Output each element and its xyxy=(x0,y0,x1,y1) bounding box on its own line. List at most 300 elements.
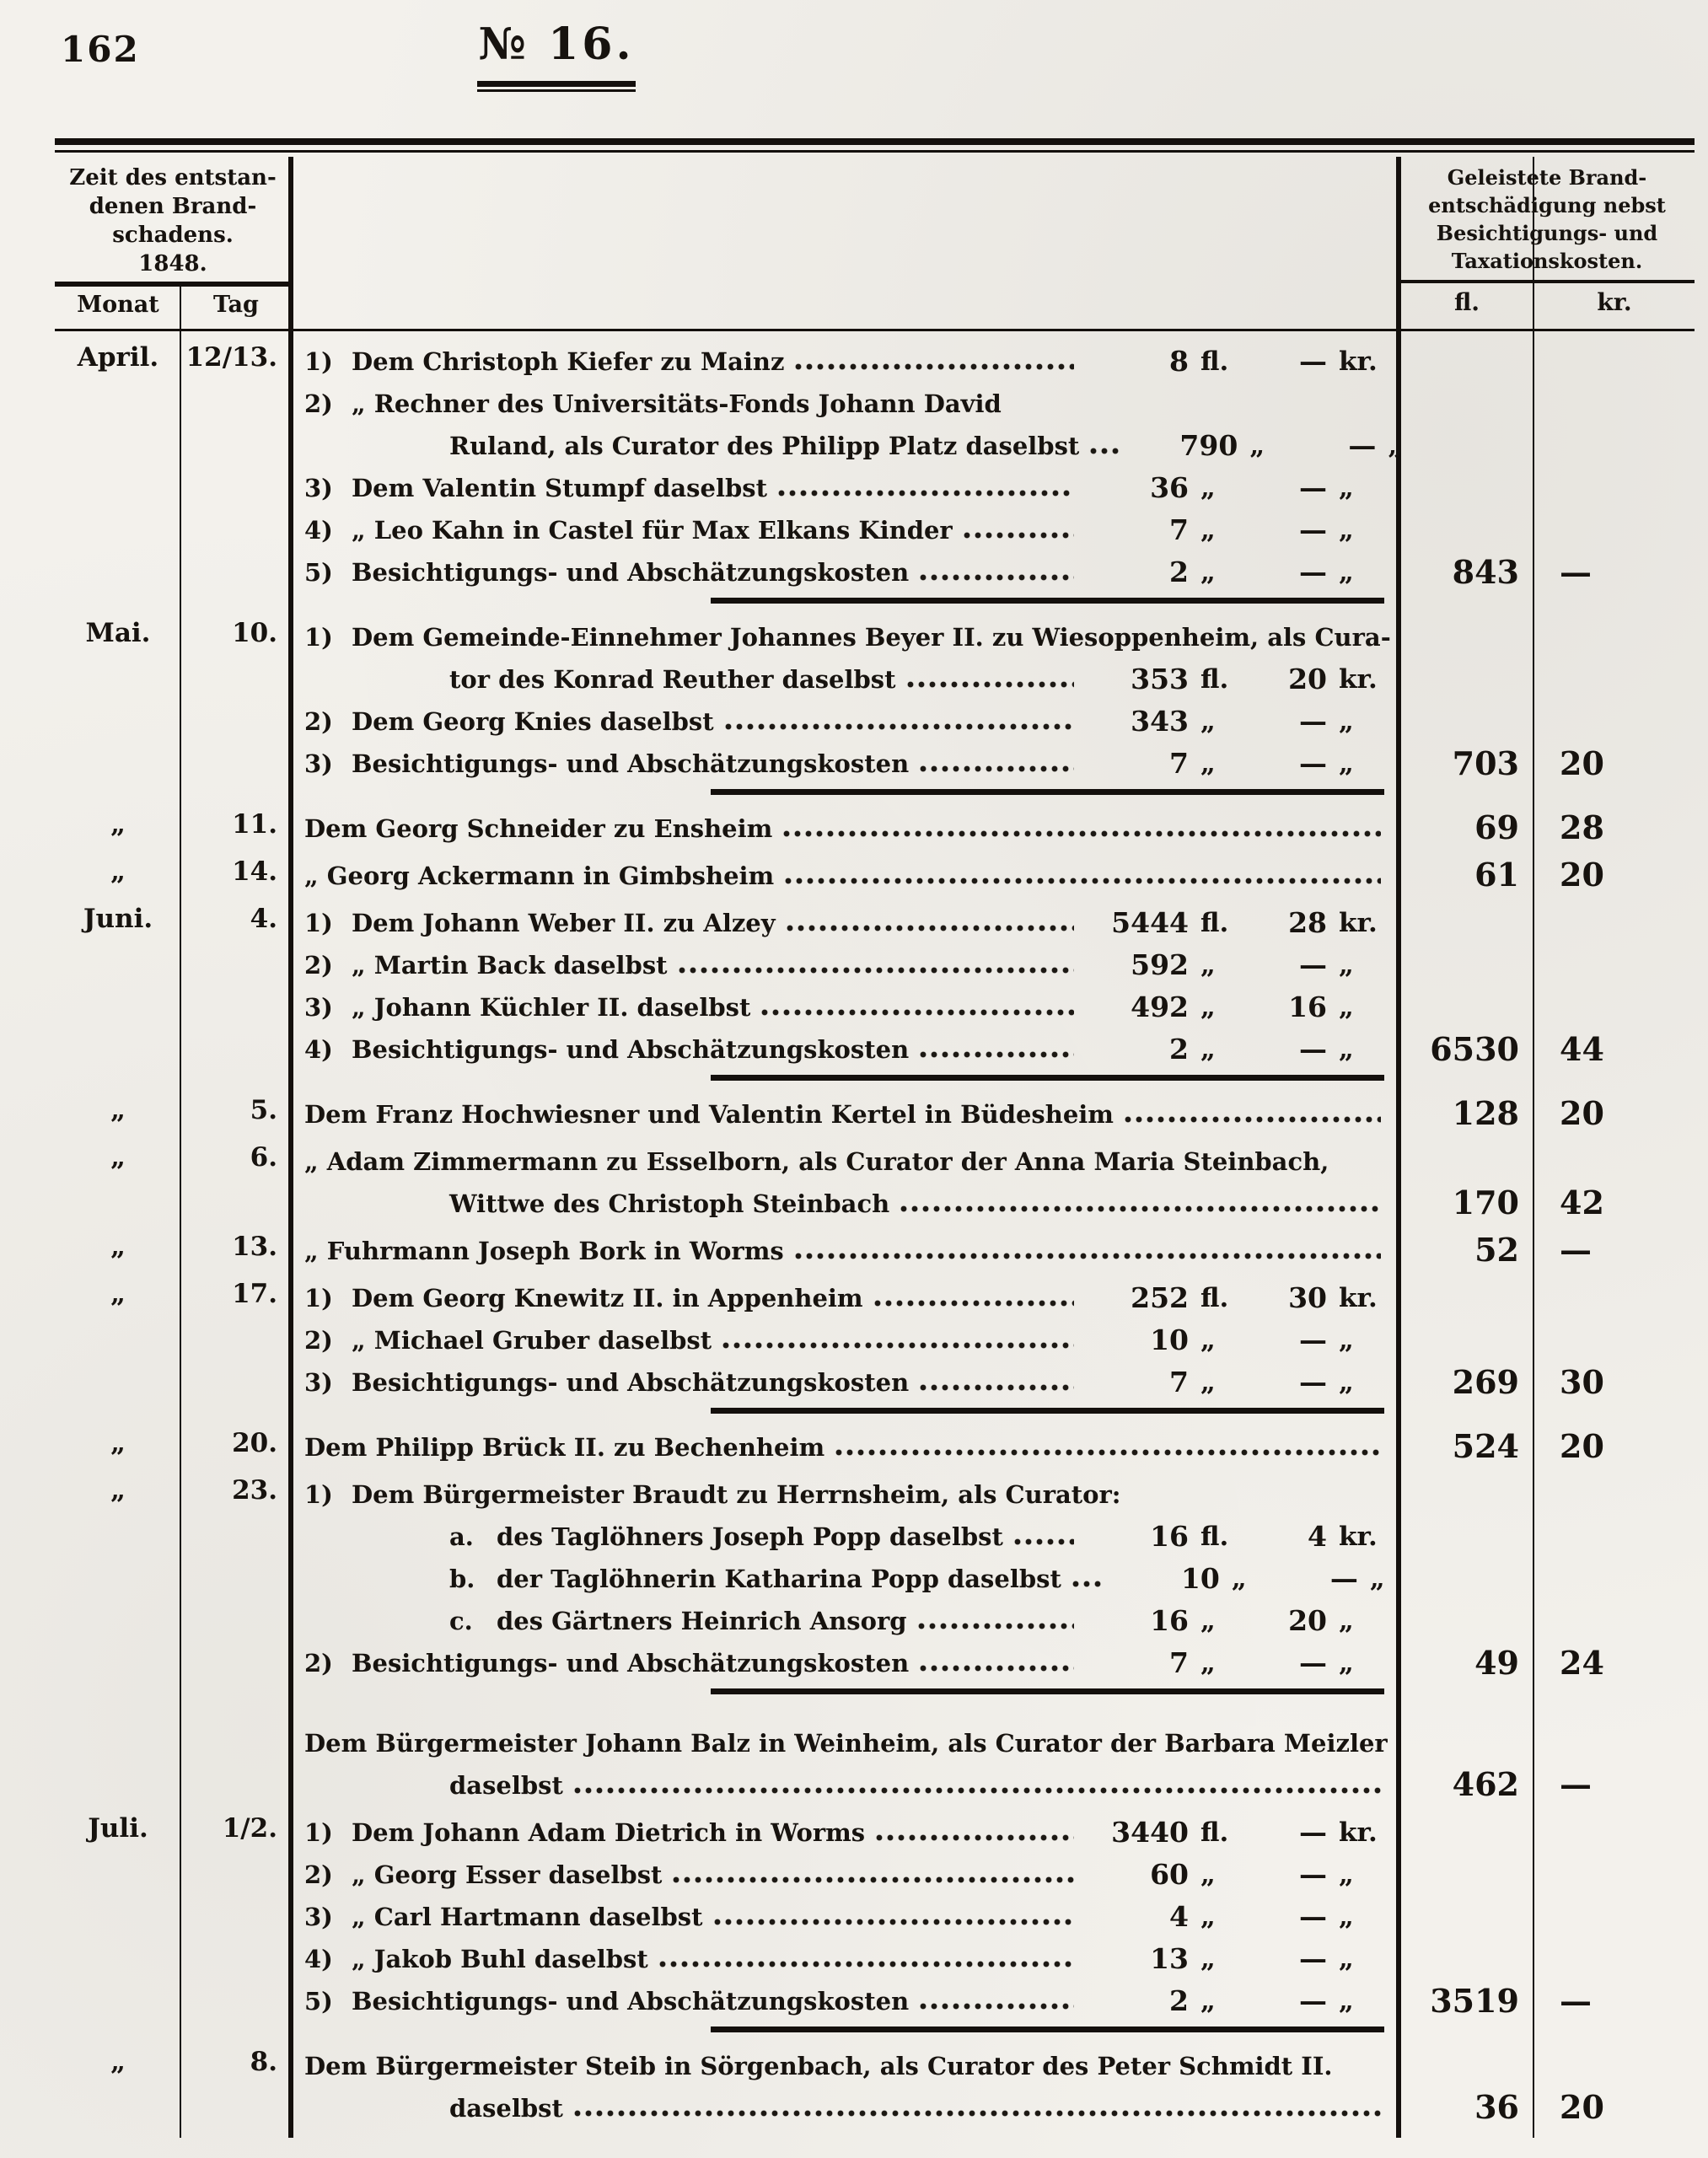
entry-line-number: 4) xyxy=(304,1035,333,1064)
entry-total-fl xyxy=(1399,808,1534,850)
entry-description xyxy=(291,1277,1399,1421)
entry-row xyxy=(55,341,1695,611)
entry-line xyxy=(304,1474,1391,1516)
line-gulden-unit: „ xyxy=(1200,1944,1216,1974)
line-amount-gulden: 8 xyxy=(1169,345,1189,378)
line-kreuzer-unit: kr. xyxy=(1339,664,1378,695)
dotted-leader xyxy=(722,1339,1074,1351)
entry-line-number: 5) xyxy=(304,1987,333,2016)
block-sum-rule xyxy=(711,789,1384,795)
entry-total-fl-value: 3519 xyxy=(1430,1982,1519,2020)
entry-total-fl-value: 170 xyxy=(1452,1184,1519,1221)
entry-total-fl xyxy=(1399,616,1534,803)
dotted-leader xyxy=(658,1958,1074,1970)
line-amount-kreuzer: — xyxy=(1299,513,1327,546)
dotted-leader xyxy=(760,1007,1074,1018)
line-gulden-unit: fl. xyxy=(1200,908,1229,938)
line-amount-kreuzer: — xyxy=(1299,1942,1327,1975)
entry-line-number: 2) xyxy=(304,389,333,418)
dotted-leader xyxy=(573,2107,1381,2119)
entry-line-number: 4) xyxy=(304,1945,333,1973)
entry-total-kr-value: — xyxy=(1560,1231,1592,1269)
entry-line-number: 3) xyxy=(304,1903,333,1931)
entry-line-number: 3) xyxy=(304,1368,333,1397)
line-gulden-unit: „ xyxy=(1200,473,1216,503)
entry-total-fl xyxy=(1399,855,1534,897)
line-kreuzer-unit: „ xyxy=(1339,992,1354,1023)
line-amount-kreuzer: — xyxy=(1299,1984,1327,2017)
line-kreuzer-unit: „ xyxy=(1339,515,1354,545)
entry-line-text: Dem Christoph Kiefer zu Mainz xyxy=(352,347,785,376)
entry-total-fl xyxy=(1399,1093,1534,1135)
line-amount-gulden: 2 xyxy=(1169,1033,1189,1066)
dotted-leader xyxy=(713,1916,1074,1928)
dotted-leader xyxy=(919,1049,1074,1060)
entry-line-text: Besichtigungs- und Abschätzungskosten xyxy=(352,1987,910,2016)
table-top-rule-thick xyxy=(55,138,1695,145)
entry-line-text: des Taglöhners Joseph Popp daselbst xyxy=(497,1522,1003,1551)
entry-description xyxy=(291,902,1399,1088)
line-amount-kreuzer: — xyxy=(1299,471,1327,504)
entry-total-kr xyxy=(1534,2045,1695,2129)
entry-total-fl xyxy=(1399,1474,1534,1702)
entry-total-fl-value: 843 xyxy=(1452,553,1519,591)
line-gulden-unit: „ xyxy=(1200,1325,1216,1355)
entry-line xyxy=(304,902,1391,944)
header-left-line: schadens. xyxy=(112,223,234,248)
line-gulden-unit: „ xyxy=(1200,950,1216,980)
entry-total-fl-value: 49 xyxy=(1474,1644,1519,1682)
dotted-leader xyxy=(919,1662,1074,1674)
entry-line-text: Dem Johann Adam Dietrich in Worms xyxy=(352,1818,866,1847)
entry-line-number: 5) xyxy=(304,558,333,587)
line-gulden-unit: „ xyxy=(1200,749,1216,779)
dotted-leader xyxy=(919,572,1074,583)
entry-line-text: Dem Johann Weber II. zu Alzey xyxy=(352,909,776,937)
dotted-leader xyxy=(900,1203,1381,1215)
entry-line xyxy=(304,1980,1391,2022)
entry-line-text: „ Georg Esser daselbst xyxy=(352,1860,663,1889)
entry-description xyxy=(291,855,1399,897)
header-right-line: Geleistete Brand- xyxy=(1447,165,1647,190)
line-amount-kreuzer: — xyxy=(1348,429,1377,462)
line-amount-kreuzer: 20 xyxy=(1288,663,1327,695)
entry-row xyxy=(55,1812,1695,2040)
header-right-rule xyxy=(1399,280,1695,283)
line-amount-kreuzer: — xyxy=(1299,747,1327,780)
entry-total-fl xyxy=(1399,1141,1534,1225)
line-kreuzer-unit: „ xyxy=(1339,1986,1354,2016)
header-left-rule xyxy=(55,282,291,287)
line-amount-kreuzer: — xyxy=(1299,1323,1327,1356)
line-kreuzer-unit: „ xyxy=(1339,1902,1354,1932)
entry-line-text: Dem Georg Knies daselbst xyxy=(352,707,714,736)
entry-month: „ xyxy=(110,1428,126,1458)
header-bottom-rule xyxy=(55,329,1695,331)
entry-description xyxy=(291,1812,1399,2040)
entry-total-fl-value: 61 xyxy=(1474,856,1519,894)
dotted-leader xyxy=(794,361,1074,373)
entry-line xyxy=(304,509,1391,551)
entry-line xyxy=(304,1319,1391,1361)
entry-line xyxy=(304,1938,1391,1980)
line-amount-gulden: 10 xyxy=(1180,1562,1220,1595)
entry-total-fl xyxy=(1399,1277,1534,1421)
entry-total-fl-value: 52 xyxy=(1474,1231,1519,1269)
line-kreuzer-unit: „ xyxy=(1339,1944,1354,1974)
entry-day: 13. xyxy=(232,1232,277,1262)
entry-total-kr-value: 20 xyxy=(1560,856,1604,894)
entry-total-kr xyxy=(1534,855,1695,897)
dotted-leader xyxy=(873,1297,1074,1309)
entry-total-fl xyxy=(1399,902,1534,1088)
line-amount-gulden: 13 xyxy=(1150,1942,1189,1975)
entry-row xyxy=(55,616,1695,803)
entry-line xyxy=(304,1028,1391,1071)
entry-line xyxy=(304,551,1391,593)
dotted-leader xyxy=(919,1382,1074,1393)
entry-line xyxy=(304,1277,1391,1319)
header-fl-label: fl. xyxy=(1453,288,1480,316)
entry-row xyxy=(55,902,1695,1088)
entry-line-number: 3) xyxy=(304,993,333,1022)
entry-row xyxy=(55,1426,1695,1468)
line-kreuzer-unit: „ xyxy=(1339,1606,1354,1636)
line-gulden-unit: fl. xyxy=(1200,1522,1229,1552)
dotted-leader xyxy=(794,1250,1381,1262)
entry-total-kr xyxy=(1534,1474,1695,1702)
entry-row xyxy=(55,1722,1695,1806)
entry-line-number: 1) xyxy=(304,347,333,376)
line-amount-gulden: 7 xyxy=(1169,1646,1189,1679)
entry-line-text: Besichtigungs- und Abschätzungskosten xyxy=(352,1368,910,1397)
entry-day: 4. xyxy=(250,904,277,934)
entry-line-text: „ Fuhrmann Joseph Bork in Worms xyxy=(304,1237,784,1265)
entry-total-kr xyxy=(1534,1141,1695,1225)
entry-line xyxy=(449,1558,1391,1600)
entry-day: 1/2. xyxy=(222,1813,277,1844)
line-kreuzer-unit: „ xyxy=(1339,1325,1354,1355)
line-kreuzer-unit: „ xyxy=(1339,1648,1354,1678)
entry-row xyxy=(55,808,1695,850)
block-sum-rule xyxy=(711,1688,1384,1694)
entry-total-fl-value: 524 xyxy=(1452,1427,1519,1465)
entry-line-text: „ Rechner des Universitäts-Fonds Johann David xyxy=(352,389,1002,418)
entry-description xyxy=(291,1141,1399,1225)
dotted-leader xyxy=(724,721,1074,733)
dotted-leader xyxy=(678,964,1074,976)
entry-total-kr-value: — xyxy=(1560,1982,1592,2020)
entry-total-fl xyxy=(1399,341,1534,611)
line-amount-gulden: 16 xyxy=(1150,1604,1189,1637)
entry-line-number: 3) xyxy=(304,749,333,778)
line-kreuzer-unit: kr. xyxy=(1339,1522,1378,1552)
entry-line-text: Dem Franz Hochwiesner und Valentin Kertel in Büdesheim xyxy=(304,1100,1114,1129)
header-left-line: denen Brand- xyxy=(89,194,257,219)
entry-row xyxy=(55,1093,1695,1135)
line-gulden-unit: „ xyxy=(1231,1564,1247,1594)
line-gulden-unit: „ xyxy=(1200,992,1216,1023)
entry-description xyxy=(291,1230,1399,1272)
dotted-leader xyxy=(963,529,1074,541)
line-gulden-unit: fl. xyxy=(1200,1283,1229,1313)
entry-line-text: „ Johann Küchler II. daselbst xyxy=(352,993,751,1022)
entry-row xyxy=(55,1277,1695,1421)
line-amount-gulden: 353 xyxy=(1131,663,1189,695)
entry-total-fl xyxy=(1399,1722,1534,1806)
entry-line-number: 2) xyxy=(304,951,333,980)
entry-line xyxy=(449,1183,1391,1225)
dotted-leader xyxy=(1072,1578,1105,1590)
dotted-leader xyxy=(835,1447,1381,1458)
header-right-title xyxy=(1399,164,1695,275)
entry-total-fl-value: 6530 xyxy=(1430,1030,1519,1068)
entry-line-number: 2) xyxy=(304,1860,333,1889)
line-amount-kreuzer: 28 xyxy=(1288,906,1327,939)
line-amount-gulden: 3440 xyxy=(1111,1816,1189,1849)
dotted-leader xyxy=(1089,445,1123,457)
entry-line-text: Besichtigungs- und Abschätzungskosten xyxy=(352,749,910,778)
dotted-leader xyxy=(906,679,1074,690)
entry-day: 8. xyxy=(250,2047,277,2077)
line-amount-gulden: 7 xyxy=(1169,1366,1189,1398)
line-gulden-unit: fl. xyxy=(1200,1817,1229,1848)
entry-line-text: Dem Philipp Brück II. zu Bechenheim xyxy=(304,1433,825,1462)
entry-line-text: daselbst xyxy=(449,2094,563,2123)
entry-line xyxy=(304,1812,1391,1854)
entry-day: 23. xyxy=(232,1475,277,1506)
entry-line xyxy=(304,1230,1391,1272)
entry-day: 20. xyxy=(232,1428,277,1458)
entry-line xyxy=(304,1141,1391,1183)
entry-line-number: 3) xyxy=(304,474,333,502)
entry-line xyxy=(304,2045,1391,2087)
entry-line-text: Ruland, als Curator des Philipp Platz daselbst xyxy=(449,432,1080,460)
entry-line xyxy=(449,1600,1391,1642)
dotted-leader xyxy=(1013,1536,1074,1548)
entry-total-kr-value: 20 xyxy=(1560,1427,1604,1465)
entry-line xyxy=(449,1764,1391,1806)
entry-line xyxy=(304,616,1391,658)
line-gulden-unit: „ xyxy=(1200,1606,1216,1636)
entry-line-number: c. xyxy=(449,1607,473,1635)
entry-month: „ xyxy=(110,1279,126,1309)
entry-total-kr-value: 20 xyxy=(1560,2088,1604,2126)
line-gulden-unit: „ xyxy=(1200,1986,1216,2016)
entry-line-text: Dem Bürgermeister Steib in Sörgenbach, als Curator des Peter Schmidt II. xyxy=(304,2052,1333,2080)
entry-line xyxy=(304,1093,1391,1135)
dotted-leader xyxy=(573,1785,1381,1796)
entry-month: „ xyxy=(110,809,126,840)
entry-total-fl-value: 69 xyxy=(1474,808,1519,846)
entry-line-text: „ Michael Gruber daselbst xyxy=(352,1326,712,1355)
entry-line xyxy=(304,341,1391,383)
block-sum-rule xyxy=(711,2026,1384,2032)
header-left-title xyxy=(55,164,291,278)
line-kreuzer-unit: „ xyxy=(1339,706,1354,737)
entry-row xyxy=(55,1141,1695,1225)
header-right-line: Taxationskosten. xyxy=(1451,249,1643,273)
entry-day: 12/13. xyxy=(185,342,277,373)
entry-row xyxy=(55,1474,1695,1702)
entry-month: „ xyxy=(110,856,126,887)
line-amount-gulden: 4 xyxy=(1169,1900,1189,1933)
entry-row xyxy=(55,1230,1695,1272)
dotted-leader xyxy=(919,2000,1074,2012)
entry-line-text: Dem Bürgermeister Johann Balz in Weinheim, als Curator der Barbara Meizler xyxy=(304,1729,1388,1758)
line-amount-kreuzer: 20 xyxy=(1288,1604,1327,1637)
header-left-line: 1848. xyxy=(138,251,207,276)
entry-line-number: a. xyxy=(449,1522,474,1551)
entry-total-fl xyxy=(1399,1812,1534,2040)
entry-row xyxy=(55,855,1695,897)
entry-line xyxy=(304,467,1391,509)
entry-description xyxy=(291,616,1399,803)
entry-day: 17. xyxy=(232,1279,277,1309)
entry-total-fl-value: 703 xyxy=(1452,744,1519,782)
line-amount-gulden: 252 xyxy=(1131,1281,1189,1314)
entry-month: „ xyxy=(110,2047,126,2077)
entry-line xyxy=(304,1896,1391,1938)
entry-total-kr xyxy=(1534,1812,1695,2040)
entry-day: 5. xyxy=(250,1095,277,1125)
entry-total-kr-value: 28 xyxy=(1560,808,1604,846)
entry-total-fl xyxy=(1399,1230,1534,1272)
header-right-line: entschädigung nebst xyxy=(1428,193,1666,217)
entry-total-kr-value: 42 xyxy=(1560,1184,1604,1221)
entry-total-kr-value: — xyxy=(1560,553,1592,591)
line-kreuzer-unit: „ xyxy=(1339,749,1354,779)
entry-line xyxy=(304,1722,1391,1764)
entry-line-number: 2) xyxy=(304,707,333,736)
line-amount-kreuzer: 16 xyxy=(1288,990,1327,1023)
line-kreuzer-unit: „ xyxy=(1339,1034,1354,1065)
line-gulden-unit: fl. xyxy=(1200,664,1229,695)
line-kreuzer-unit: „ xyxy=(1388,431,1404,461)
entry-line-text: Dem Georg Schneider zu Ensheim xyxy=(304,814,773,843)
entry-line-text: Besichtigungs- und Abschätzungskosten xyxy=(352,1035,910,1064)
entry-line-number: 1) xyxy=(304,909,333,937)
line-amount-kreuzer: — xyxy=(1299,1900,1327,1933)
header-right-line: Besichtigungs- und xyxy=(1436,221,1658,245)
entry-day xyxy=(181,1722,291,1806)
entry-line-text: Wittwe des Christoph Steinbach xyxy=(449,1189,890,1218)
line-amount-kreuzer: 4 xyxy=(1308,1520,1327,1553)
header-monat-label: Monat xyxy=(77,292,159,318)
entry-line-number: 1) xyxy=(304,1480,333,1509)
dotted-leader xyxy=(782,828,1381,840)
entry-line-number: 1) xyxy=(304,623,333,652)
entry-total-kr xyxy=(1534,902,1695,1088)
entry-line-text: daselbst xyxy=(449,1771,563,1800)
line-amount-kreuzer: — xyxy=(1299,345,1327,378)
dotted-leader xyxy=(784,875,1381,887)
entry-total-fl-value: 128 xyxy=(1452,1094,1519,1132)
entry-month: „ xyxy=(110,1232,126,1262)
entry-line xyxy=(304,1854,1391,1896)
line-gulden-unit: „ xyxy=(1200,557,1216,588)
line-amount-gulden: 2 xyxy=(1169,1984,1189,2017)
block-sum-rule xyxy=(711,1408,1384,1414)
entry-line xyxy=(304,701,1391,743)
line-amount-gulden: 790 xyxy=(1179,429,1238,462)
entry-total-kr-value: 30 xyxy=(1560,1363,1604,1401)
entry-description xyxy=(291,1426,1399,1468)
entry-row xyxy=(55,2045,1695,2129)
line-amount-gulden: 10 xyxy=(1150,1323,1189,1356)
entry-line xyxy=(304,944,1391,986)
entry-line-text: „ Adam Zimmermann zu Esselborn, als Curator der Anna Maria Steinbach, xyxy=(304,1147,1329,1176)
line-kreuzer-unit: „ xyxy=(1339,950,1354,980)
entry-description xyxy=(291,1474,1399,1702)
line-amount-kreuzer: — xyxy=(1299,556,1327,588)
title-underline xyxy=(477,81,636,92)
header-left-line: Zeit des entstan- xyxy=(69,165,277,191)
entry-line-text: Besichtigungs- und Abschätzungskosten xyxy=(352,558,910,587)
entry-month: Juli. xyxy=(88,1813,148,1844)
entry-total-kr xyxy=(1534,616,1695,803)
entry-line-text: tor des Konrad Reuther daselbst xyxy=(449,665,896,694)
entry-line xyxy=(304,1642,1391,1684)
entry-line xyxy=(449,658,1391,701)
entry-month: „ xyxy=(110,1095,126,1125)
line-kreuzer-unit: „ xyxy=(1339,1860,1354,1890)
entry-total-kr-value: 24 xyxy=(1560,1644,1604,1682)
entry-total-kr xyxy=(1534,1093,1695,1135)
entry-total-kr xyxy=(1534,341,1695,611)
line-amount-gulden: 60 xyxy=(1150,1858,1189,1891)
entry-line xyxy=(304,743,1391,785)
entry-line-number: b. xyxy=(449,1565,475,1593)
dotted-leader xyxy=(917,1620,1074,1632)
entry-line-text: Dem Georg Knewitz II. in Appenheim xyxy=(352,1284,863,1313)
line-amount-gulden: 16 xyxy=(1150,1520,1189,1553)
line-amount-gulden: 592 xyxy=(1131,948,1189,981)
entry-total-fl xyxy=(1399,2045,1534,2129)
line-kreuzer-unit: „ xyxy=(1369,1564,1385,1594)
entry-day: 6. xyxy=(250,1142,277,1173)
entry-line-text: „ Georg Ackermann in Gimbsheim xyxy=(304,862,775,890)
entry-line xyxy=(304,383,1391,425)
line-kreuzer-unit: kr. xyxy=(1339,1283,1378,1313)
header-tag-label: Tag xyxy=(213,292,259,318)
line-amount-kreuzer: — xyxy=(1299,1033,1327,1066)
entry-total-kr-value: 20 xyxy=(1560,1094,1604,1132)
entry-line-text: der Taglöhnerin Katharina Popp daselbst xyxy=(497,1565,1061,1593)
entry-line-text: Dem Valentin Stumpf daselbst xyxy=(352,474,767,502)
entry-total-fl-value: 462 xyxy=(1452,1765,1519,1803)
entry-total-fl-value: 36 xyxy=(1474,2088,1519,2126)
entry-description xyxy=(291,2045,1399,2129)
entry-line-text: Dem Gemeinde-Einnehmer Johannes Beyer II. zu Wiesoppenheim, als Cura- xyxy=(352,623,1391,652)
entry-day: 14. xyxy=(232,856,277,887)
entry-line xyxy=(304,1361,1391,1404)
line-gulden-unit: „ xyxy=(1200,1860,1216,1890)
line-gulden-unit: „ xyxy=(1200,1367,1216,1398)
line-kreuzer-unit: kr. xyxy=(1339,1817,1378,1848)
entry-line-number: 1) xyxy=(304,1818,333,1847)
entry-total-kr xyxy=(1534,1230,1695,1272)
entry-line xyxy=(449,2087,1391,2129)
entry-line xyxy=(449,1516,1391,1558)
line-gulden-unit: „ xyxy=(1200,1648,1216,1678)
line-amount-gulden: 343 xyxy=(1131,705,1189,738)
line-gulden-unit: „ xyxy=(1200,1902,1216,1932)
entry-description xyxy=(291,808,1399,850)
entry-total-kr xyxy=(1534,1722,1695,1806)
entry-description xyxy=(291,1722,1399,1806)
entry-day: 11. xyxy=(232,809,277,840)
